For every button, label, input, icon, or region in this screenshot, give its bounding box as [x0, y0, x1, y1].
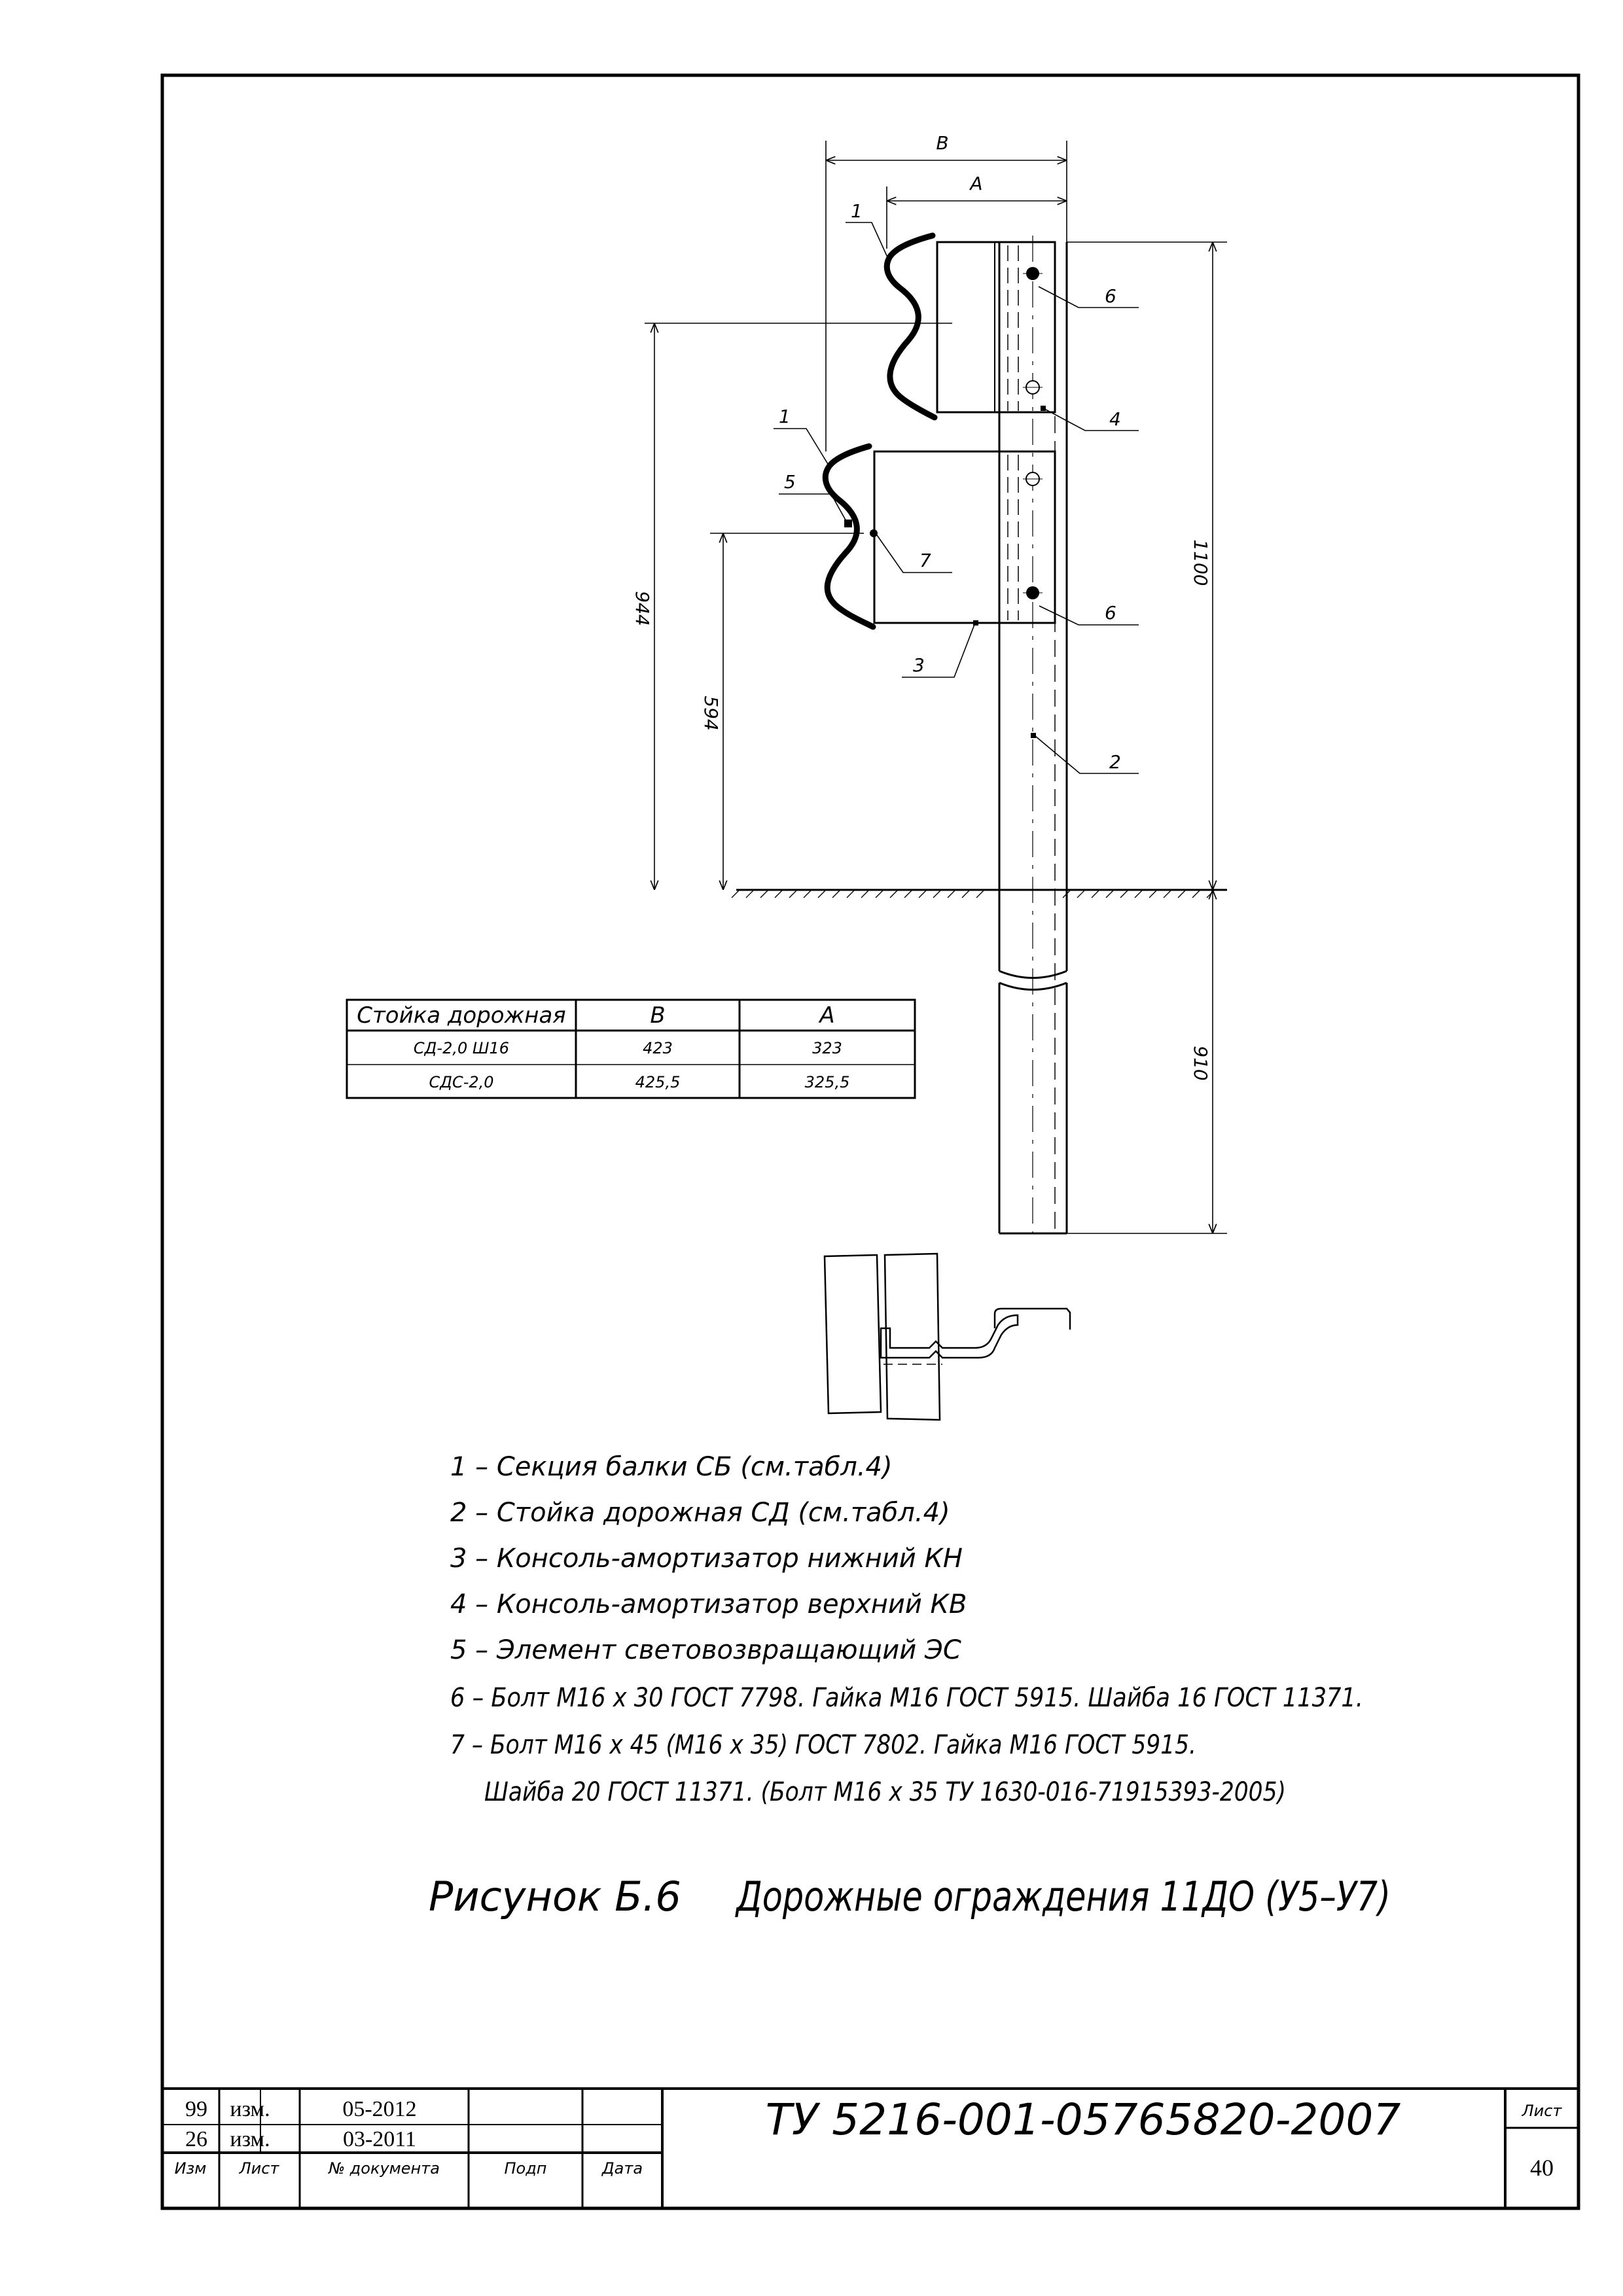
col-label-list: Лист — [239, 2159, 279, 2178]
table-header-B: B — [650, 1002, 666, 1029]
table-row-1-B: 423 — [643, 1039, 673, 1057]
rev-row-2-num: 26 — [185, 2127, 207, 2151]
table-row-1-post: СД-2,0 Ш16 — [413, 1039, 510, 1057]
lower-bolt-7 — [870, 529, 878, 537]
dim-B-label: B — [936, 132, 949, 154]
legend-item-7-cont: Шайба 20 ГОСТ 11371. (Болт М16 х 35 ТУ 1630-016-71915393-2005) — [484, 1777, 1286, 1807]
leader-lines — [774, 222, 1139, 773]
dim-910-label: 910 — [1190, 1046, 1211, 1081]
legend-item-2: 2 – Стойка дорожная СД (см.табл.4) — [450, 1498, 950, 1528]
rev-row-2-type: изм. — [230, 2127, 270, 2151]
table-header-A: A — [819, 1002, 835, 1029]
callout-3: 3 — [913, 654, 925, 676]
table-row-1-A: 323 — [812, 1039, 842, 1057]
table-row-2-post: СДС-2,0 — [429, 1073, 494, 1091]
col-label-sign: Подп — [504, 2159, 547, 2178]
dim-594-label: 594 — [700, 696, 722, 731]
table-row-2-B: 425,5 — [635, 1073, 681, 1091]
figure-title: Дорожные ограждения 11ДО (У5–У7) — [734, 1873, 1391, 1920]
rev-row-1-doc: 05-2012 — [342, 2097, 417, 2121]
legend-item-7: 7 – Болт М16 х 45 (М16 х 35) ГОСТ 7802. Гайка М16 ГОСТ 5915. — [450, 1730, 1196, 1760]
rev-row-1-num: 99 — [185, 2097, 207, 2121]
dim-1100-label: 1100 — [1190, 539, 1211, 586]
col-label-doc: № документа — [329, 2159, 440, 2178]
rev-row-2-doc: 03-2011 — [342, 2127, 417, 2151]
col-label-date: Дата — [601, 2159, 643, 2178]
legend-item-4: 4 – Консоль-амортизатор верхний КВ — [450, 1589, 967, 1619]
lower-beam-section — [825, 446, 873, 627]
dim-A-label: A — [970, 173, 983, 194]
legend-item-5: 5 – Элемент световозвращающий ЭС — [450, 1635, 961, 1665]
document-code: ТУ 5216-001-05765820-2007 — [765, 2094, 1401, 2145]
upper-beam-section — [887, 236, 952, 417]
sheet-label: Лист — [1522, 2102, 1562, 2120]
callout-7: 7 — [919, 550, 931, 571]
sheet-number: 40 — [1530, 2155, 1554, 2181]
legend-item-1: 1 – Секция балки СБ (см.табл.4) — [450, 1452, 893, 1482]
callout-6-lower: 6 — [1105, 602, 1116, 624]
beam-joint-side-view — [825, 1254, 1070, 1420]
legend-item-3: 3 – Консоль-амортизатор нижний КН — [450, 1544, 963, 1574]
dimension-lines — [645, 141, 1227, 1233]
figure-number: Рисунок Б.6 — [429, 1873, 681, 1920]
callout-6-upper: 6 — [1105, 285, 1116, 307]
legend-item-6: 6 – Болт М16 х 30 ГОСТ 7798. Гайка М16 ГОСТ 5915. Шайба 16 ГОСТ 11371. — [450, 1683, 1363, 1713]
ground-line — [732, 890, 1227, 898]
callout-1-lower: 1 — [779, 406, 791, 427]
table-header-post: Стойка дорожная — [357, 1002, 566, 1029]
dim-944-label: 944 — [632, 591, 653, 626]
rev-row-1-type: изм. — [230, 2097, 270, 2121]
table-row-2-A: 325,5 — [804, 1073, 850, 1091]
callout-2: 2 — [1109, 751, 1121, 773]
col-label-izm: Изм — [174, 2159, 207, 2178]
callout-5: 5 — [784, 471, 796, 493]
callout-4: 4 — [1109, 408, 1121, 430]
legend-list — [450, 1452, 1363, 1807]
callout-1-upper: 1 — [851, 200, 863, 222]
